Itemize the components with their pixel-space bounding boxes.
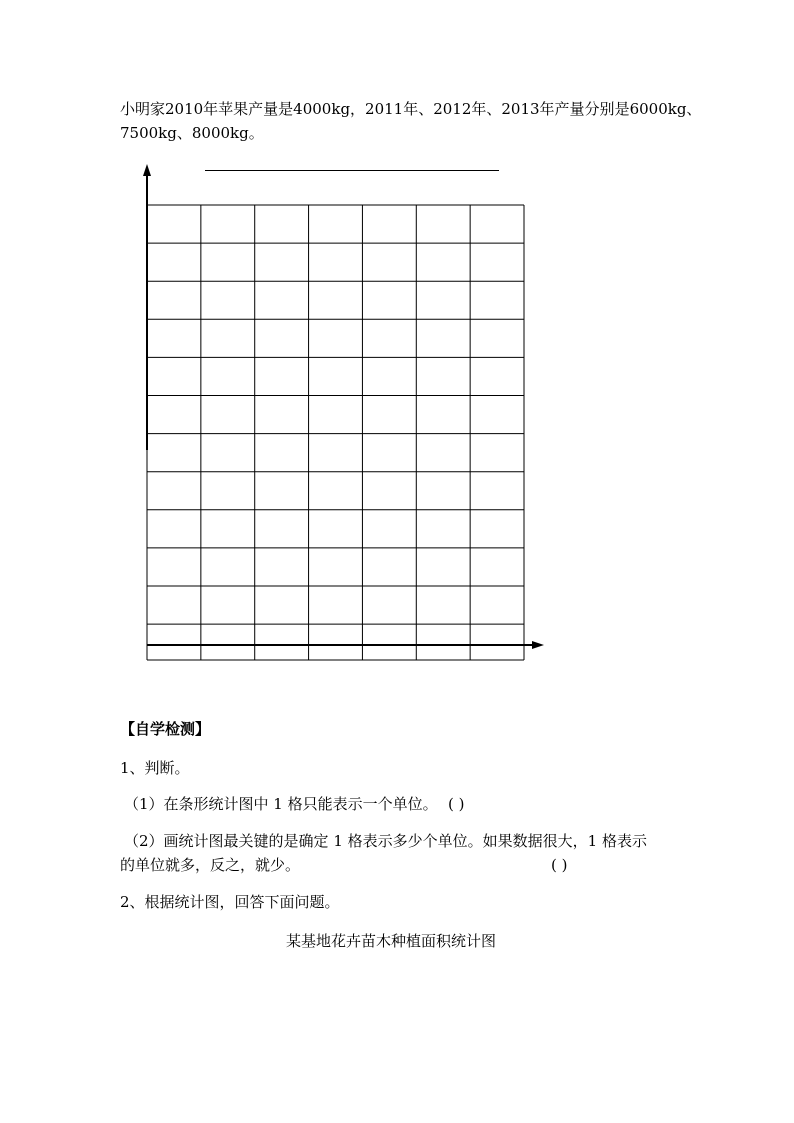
question-1-item-2-line-1: （2）画统计图最关键的是确定 1 格表示多少个单位。如果数据很大，1 格表示 xyxy=(124,832,647,850)
question-2-heading: 2、根据统计图，回答下面问题。 xyxy=(120,893,340,911)
problem-statement-line-2: 7500kg、8000kg。 xyxy=(120,124,264,142)
answer-blank-2[interactable]: ( ) xyxy=(551,856,568,874)
y-axis-arrow-icon xyxy=(143,164,151,176)
x-axis-arrow-icon xyxy=(532,641,544,649)
self-check-heading: 【自学检测】 xyxy=(120,720,211,738)
answer-blank-1[interactable]: ( ) xyxy=(448,795,465,813)
problem-statement-line-1: 小明家2010年苹果产量是4000kg，2011年、2012年、2013年产量分别是6000kg、 xyxy=(120,100,702,118)
grid-lines xyxy=(147,205,524,660)
question-1-heading: 1、判断。 xyxy=(120,759,190,777)
question-1-item-2-line-2: 的单位就多，反之，就少。 xyxy=(120,856,301,874)
blank-chart-grid xyxy=(138,158,550,666)
question-1-item-1: （1）在条形统计图中 1 格只能表示一个单位。 xyxy=(124,795,438,813)
chart-title: 某基地花卉苗木种植面积统计图 xyxy=(286,932,497,950)
